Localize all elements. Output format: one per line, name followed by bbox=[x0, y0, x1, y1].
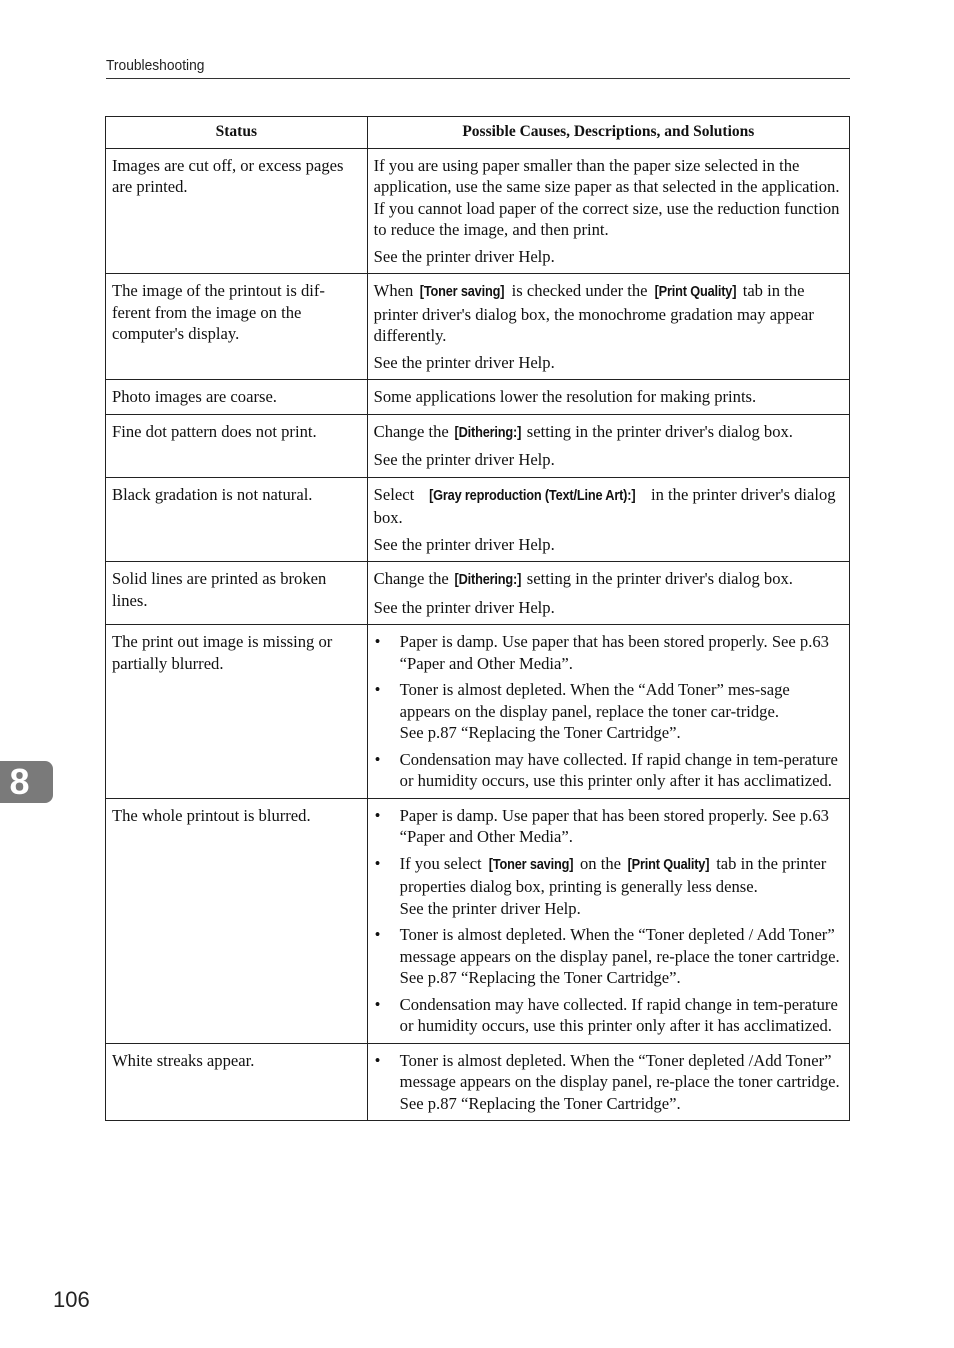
solution-cell bbox=[367, 477, 849, 562]
see-help-text: See the printer driver Help. bbox=[373, 597, 555, 617]
solution-cell bbox=[367, 798, 849, 1043]
status-cell: Images are cut off, or excess pages are printed. bbox=[106, 148, 368, 274]
text-run: Toner is almost depleted. When the “Toner depleted / Add Toner” message appears on the display panel, re-place the toner cartridge. bbox=[399, 925, 840, 966]
ui-label-toner-saving: [Toner saving] bbox=[420, 284, 505, 300]
list-item: • Condensation may have collected. If rapid change in tem-perature or humidity occurs, use this printer only after it has acclimatized. bbox=[374, 994, 843, 1037]
text-run: setting in the printer driver's dialog box. bbox=[522, 569, 793, 588]
list-item bbox=[374, 924, 843, 989]
bullet-list bbox=[374, 631, 843, 792]
running-header: Troubleshooting bbox=[106, 57, 205, 74]
status-cell: The whole printout is blurred. bbox=[106, 798, 368, 1043]
see-help-text: See the printer driver Help. bbox=[373, 534, 555, 554]
text-run: setting in the printer driver's dialog box. bbox=[522, 421, 793, 441]
see-reference: See p.87 “Replacing the Toner Cartridge”. bbox=[399, 1093, 681, 1113]
text-run: is checked under the bbox=[507, 281, 652, 300]
chapter-tab: 8 bbox=[0, 761, 53, 803]
text-run: in the printer driver's dialog box. bbox=[373, 484, 836, 527]
table-row bbox=[106, 380, 850, 415]
see-reference: See p.87 “Replacing the Toner Cartridge”. bbox=[399, 723, 681, 742]
table-row bbox=[106, 1043, 850, 1121]
solution-cell bbox=[367, 625, 849, 799]
table-header-row bbox=[106, 117, 850, 149]
ui-label-toner-saving: [Toner saving] bbox=[488, 856, 574, 873]
solution-text bbox=[374, 568, 843, 592]
see-help-text: See the printer driver Help. bbox=[373, 450, 555, 469]
see-reference: See the printer driver Help. bbox=[399, 898, 581, 918]
solution-cell bbox=[367, 1043, 849, 1121]
table-row bbox=[106, 562, 850, 625]
see-help-text: See the printer driver Help. bbox=[373, 352, 555, 372]
table-row bbox=[106, 414, 850, 477]
bullet-list bbox=[374, 1050, 843, 1115]
see-reference: See p.87 “Replacing the Toner Cartridge”. bbox=[399, 968, 681, 987]
text-run: tab in the printer driver's dialog box, the monochrome gradation may appear differently. bbox=[373, 281, 814, 345]
status-cell: Black gradation is not natural. bbox=[106, 477, 368, 562]
list-item: • Condensation may have collected. If rapid change in tem-perature or humidity occurs, use this printer only after it has acclimatized. bbox=[374, 749, 843, 792]
page-number: 106 bbox=[53, 1287, 90, 1312]
list-item: • Paper is damp. Use paper that has been stored properly. See p.63 “Paper and Other Media”. bbox=[374, 631, 843, 674]
text-run: Toner is almost depleted. When the “Toner depleted /Add Toner” message appears on the display panel, re-place the toner cartridge. bbox=[399, 1050, 840, 1091]
status-cell: Fine dot pattern does not print. bbox=[106, 414, 368, 477]
list-item bbox=[374, 853, 843, 920]
column-header-solutions: Possible Causes, Descriptions, and Solutions bbox=[367, 117, 849, 149]
table-row bbox=[106, 798, 850, 1043]
text-run: Change the bbox=[373, 569, 453, 588]
status-cell: The image of the printout is dif-ferent from the image on the computer's display. bbox=[106, 274, 368, 380]
solution-text: If you are using paper smaller than the paper size selected in the application, use the same size paper as that selected in the application. If you cannot load paper of the correct size, use the reduction function to reduce the image, and then print. bbox=[373, 155, 840, 239]
list-item: • Paper is damp. Use paper that has been stored properly. See p.63 “Paper and Other Media”. bbox=[374, 805, 843, 848]
table-row bbox=[106, 148, 850, 274]
text-run: If you select bbox=[399, 853, 486, 873]
status-cell: White streaks appear. bbox=[106, 1043, 368, 1121]
list-item bbox=[374, 679, 843, 744]
status-cell: The print out image is missing or partially blurred. bbox=[106, 625, 368, 799]
solution-cell bbox=[367, 562, 849, 625]
ui-label-dithering: [Dithering:] bbox=[454, 424, 522, 441]
header-rule bbox=[106, 78, 850, 79]
status-cell: Photo images are coarse. bbox=[106, 380, 368, 415]
troubleshooting-table bbox=[105, 116, 850, 1121]
text-run: on the bbox=[575, 853, 626, 873]
solution-text bbox=[374, 484, 843, 529]
see-help-text: See the printer driver Help. bbox=[373, 246, 555, 266]
text-run: Toner is almost depleted. When the “Add Toner” mes-sage appears on the display panel, replace the toner car-tridge. bbox=[399, 680, 790, 721]
table-row bbox=[106, 625, 850, 799]
list-item bbox=[374, 1050, 843, 1115]
text-run: tab in the printer properties dialog box, printing is generally less dense. bbox=[399, 853, 827, 896]
table-row bbox=[106, 274, 850, 380]
ui-label-print-quality: [Print Quality] bbox=[654, 284, 736, 300]
column-header-status: Status bbox=[106, 117, 368, 149]
ui-label-gray-reproduction: [Gray reproduction (Text/Line Art):] bbox=[429, 487, 636, 504]
solution-cell bbox=[367, 274, 849, 380]
solution-text: Some applications lower the resolution for making prints. bbox=[373, 387, 757, 406]
text-run: Change the bbox=[373, 421, 453, 441]
solution-cell bbox=[367, 148, 849, 274]
solution-cell bbox=[367, 414, 849, 477]
solution-cell bbox=[367, 380, 849, 415]
text-run: When bbox=[373, 281, 418, 300]
text-run: Select bbox=[373, 484, 419, 504]
bullet-list bbox=[374, 805, 843, 1037]
ui-label-dithering: [Dithering:] bbox=[454, 572, 522, 588]
solution-text bbox=[374, 280, 843, 347]
table-row bbox=[106, 477, 850, 562]
status-cell: Solid lines are printed as broken lines. bbox=[106, 562, 368, 625]
ui-label-print-quality: [Print Quality] bbox=[627, 856, 710, 873]
solution-text bbox=[374, 421, 843, 445]
